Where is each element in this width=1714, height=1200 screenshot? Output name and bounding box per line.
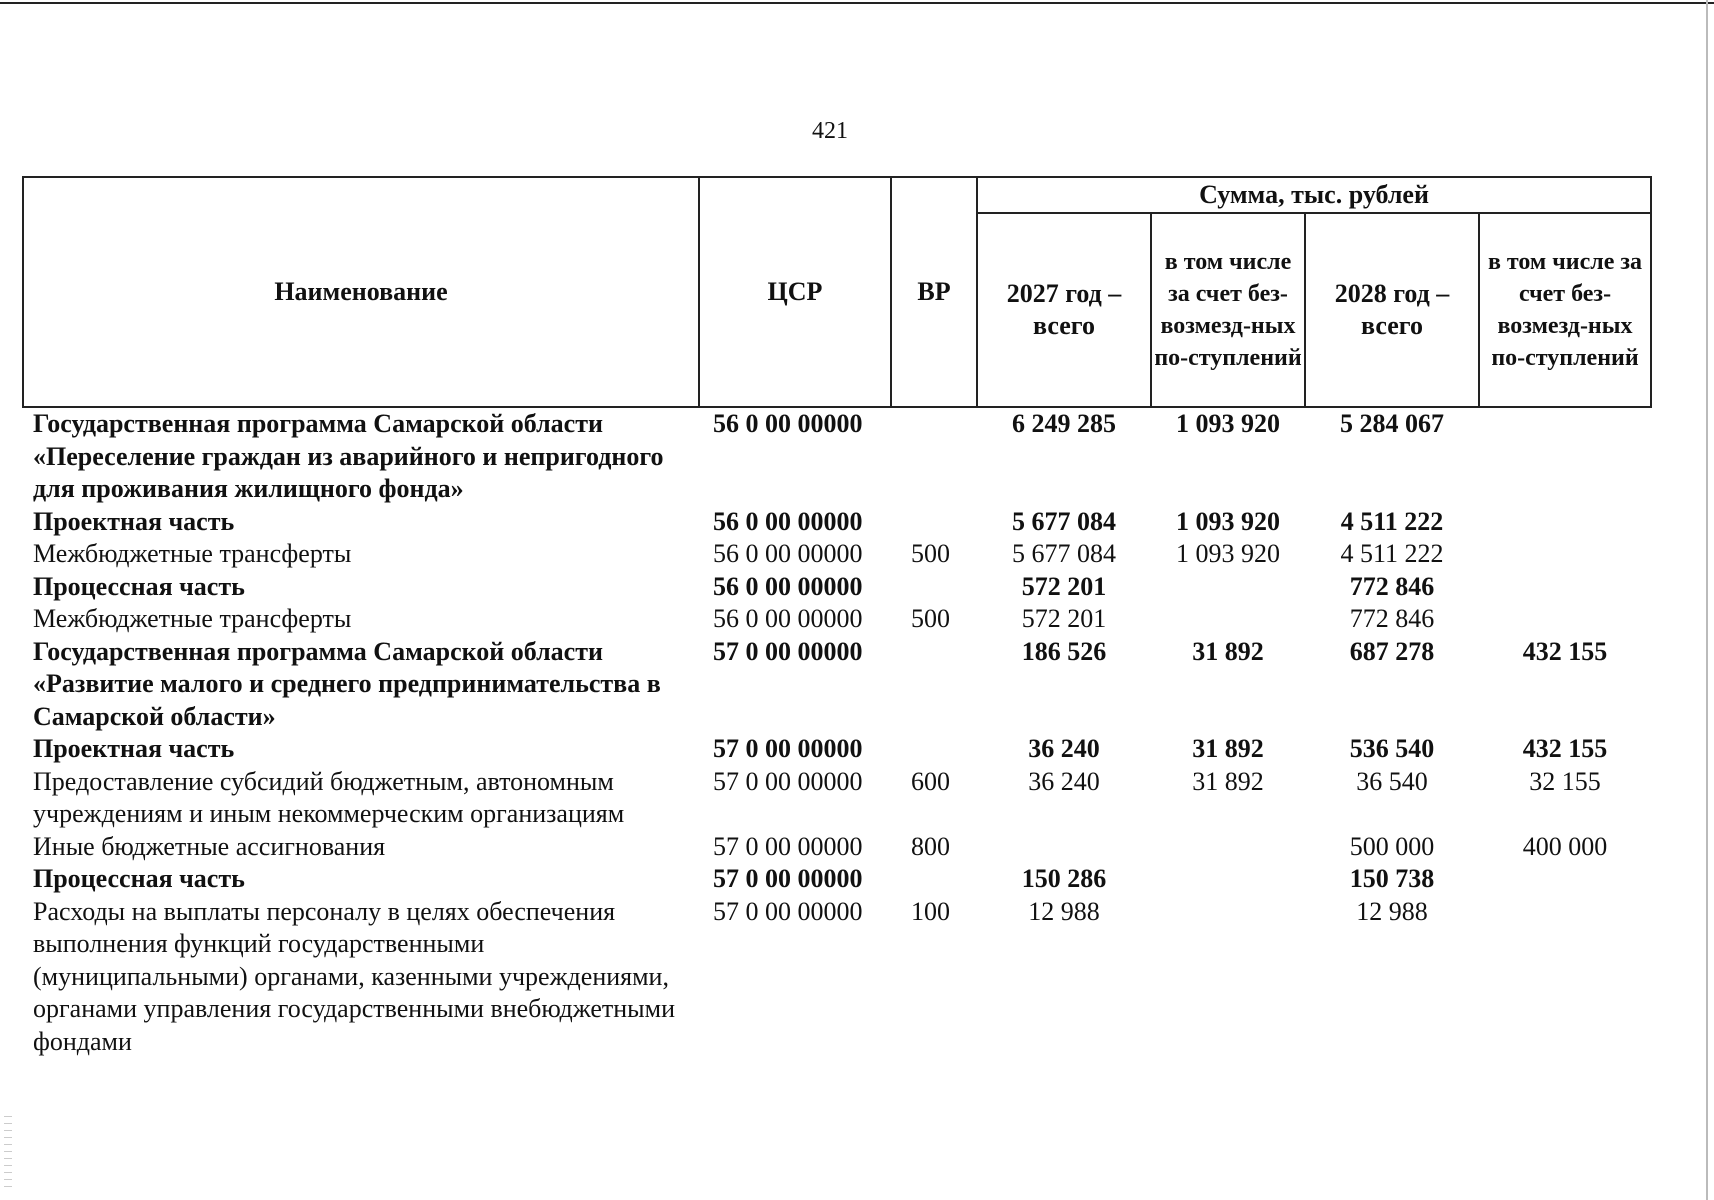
cell-2027-total: 5 677 084 [1012,539,1116,568]
cell-2027-total: 572 201 [1021,604,1107,633]
header-2027-total: 2027 год – всего [977,213,1151,407]
cell-2027-free: 1 093 920 [1176,409,1280,438]
cell-2027-free: 31 892 [1192,636,1264,666]
table-row [23,636,1651,734]
cell-2028-free: 32 155 [1529,766,1601,796]
cell-2028-total: 4 511 222 [1340,506,1444,536]
cell-2027-free [1151,831,1305,864]
cell-2027-free [1151,863,1305,896]
table-row [23,863,1651,896]
table-row [23,896,1651,1059]
cell-2027-free [1151,896,1305,1059]
cell-2027-free: 1 093 920 [1176,506,1280,536]
cell-name: Процессная часть [33,571,245,601]
cell-2028-free: 432 155 [1522,734,1608,763]
cell-name: Расходы на выплаты персоналу в целях обеспечения выполнения функций государственными (муниципальными) органами, казенными учреждениями, органами управления государственными внебюджетными фондами [33,896,676,1056]
cell-2028-total: 772 846 [1349,604,1435,633]
cell-csr: 56 0 00 00000 [713,571,863,601]
cell-2028-total: 687 278 [1349,636,1435,666]
cell-vr: 500 [911,604,950,633]
cell-vr [891,506,977,539]
cell-2027-free: 31 892 [1192,766,1264,796]
table-row [23,766,1651,831]
cell-2028-free [1479,896,1651,1059]
table-row [23,831,1651,864]
budget-table [22,176,1652,1058]
cell-csr: 57 0 00 00000 [713,636,863,666]
cell-csr: 56 0 00 00000 [713,409,863,438]
cell-2028-total: 12 988 [1356,896,1428,926]
cell-2028-total: 150 738 [1349,864,1435,893]
cell-csr: 57 0 00 00000 [713,864,863,893]
cell-csr: 56 0 00 00000 [713,604,863,633]
cell-2028-free: 432 155 [1522,636,1608,666]
table-row [23,603,1651,636]
cell-name: Проектная часть [33,506,235,536]
cell-vr: 500 [911,539,950,568]
cell-2027-total: 36 240 [1028,734,1100,763]
cell-csr: 57 0 00 00000 [713,831,863,861]
header-csr: ЦСР [699,177,891,407]
cell-2028-total: 4 511 222 [1340,539,1444,568]
cell-2028-free [1479,571,1651,604]
cell-name: Государственная программа Самарской области «Развитие малого и среднего предпринимательства в Самарской области» [33,636,661,731]
cell-2028-total: 536 540 [1349,734,1435,763]
cell-csr: 57 0 00 00000 [713,766,863,796]
cell-vr [891,863,977,896]
cell-2027-total [977,831,1151,864]
cell-name: Межбюджетные трансферты [33,604,352,633]
header-vr: ВР [891,177,977,407]
cell-2028-free [1479,863,1651,896]
cell-name: Предоставление субсидий бюджетным, автономным учреждениям и иным некоммерческим организациям [33,766,625,828]
cell-csr: 56 0 00 00000 [713,539,863,568]
header-2028-free: в том числе за счет без-возмезд-ных по-ступлений [1479,213,1651,407]
cell-2027-free [1151,571,1305,604]
table-row [23,538,1651,571]
cell-2028-total: 500 000 [1349,831,1435,861]
cell-2027-total: 36 240 [1028,766,1100,796]
header-name: Наименование [23,177,699,407]
cell-2028-free [1479,538,1651,571]
cell-vr: 800 [911,831,950,861]
cell-vr: 600 [911,766,950,796]
cell-name: Процессная часть [33,864,245,893]
table-row [23,506,1651,539]
top-border-line [0,2,1714,4]
table-header [23,177,1651,407]
cell-2027-total: 12 988 [1028,896,1100,926]
cell-vr [891,636,977,734]
table-row [23,733,1651,766]
cell-2028-total: 5 284 067 [1340,409,1444,438]
cell-csr: 56 0 00 00000 [713,506,863,536]
cell-2028-free [1479,603,1651,636]
cell-vr [891,571,977,604]
cell-2028-total: 772 846 [1349,571,1435,601]
scan-artifact [4,1110,12,1190]
cell-2028-total: 36 540 [1356,766,1428,796]
right-edge-line [1706,0,1708,1200]
cell-2027-free: 1 093 920 [1176,539,1280,568]
cell-name: Межбюджетные трансферты [33,539,352,568]
cell-2027-total: 186 526 [1021,636,1107,666]
cell-2027-total: 150 286 [1021,864,1107,893]
cell-2027-free [1151,603,1305,636]
cell-csr: 57 0 00 00000 [713,896,863,926]
cell-2027-free: 31 892 [1192,734,1264,763]
header-2027-free: в том числе за счет без-возмезд-ных по-ступлений [1151,213,1305,407]
cell-name: Иные бюджетные ассигнования [33,831,386,861]
cell-name: Государственная программа Самарской области «Переселение граждан из аварийного и непригодного для проживания жилищного фонда» [33,409,664,503]
cell-2028-free [1479,506,1651,539]
page-number: 421 [812,118,848,144]
cell-vr: 100 [911,896,950,926]
cell-vr [891,407,977,506]
header-sum-title: Сумма, тыс. рублей [977,177,1651,213]
cell-2028-free: 400 000 [1522,831,1608,861]
cell-vr [891,733,977,766]
cell-2027-total: 572 201 [1021,571,1107,601]
table-row [23,571,1651,604]
cell-csr: 57 0 00 00000 [713,734,863,763]
table-row [23,407,1651,506]
table-body [23,407,1651,1058]
cell-name: Проектная часть [33,734,235,763]
cell-2027-total: 6 249 285 [1012,409,1116,438]
header-2028-total: 2028 год – всего [1305,213,1479,407]
cell-2028-free [1479,407,1651,506]
cell-2027-total: 5 677 084 [1012,506,1116,536]
